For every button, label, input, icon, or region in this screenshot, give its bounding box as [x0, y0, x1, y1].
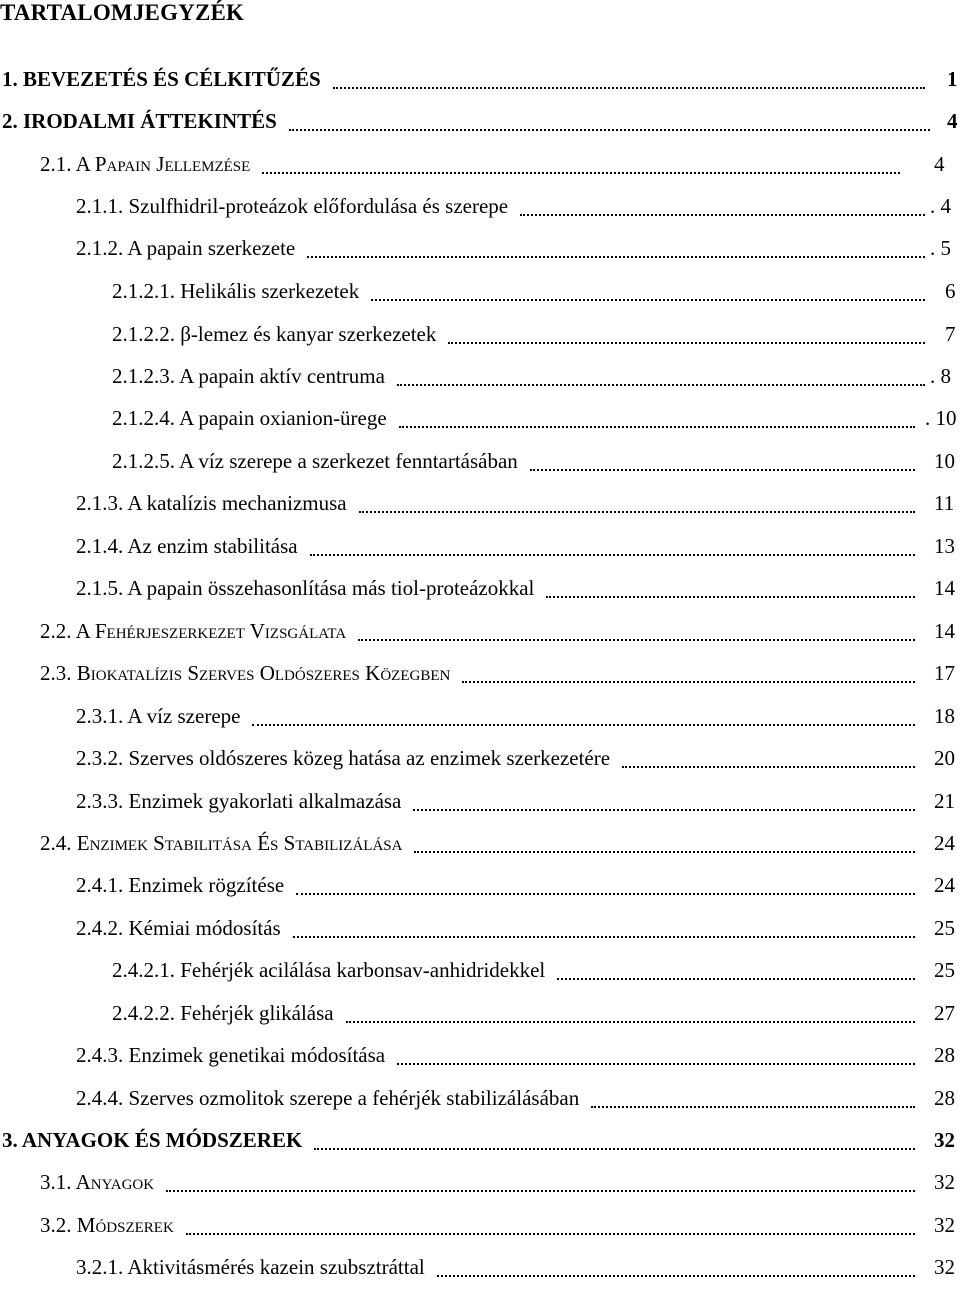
toc-dot-leader: [520, 214, 925, 216]
toc-entry-text: Szulfhidril-proteázok előfordulása és szerepe: [128, 194, 509, 218]
toc-dot-leader: [252, 724, 915, 726]
toc-entry[interactable]: [76, 483, 960, 523]
toc-entry-label: [40, 1205, 174, 1248]
toc-entry-label: [112, 356, 385, 396]
toc-page-number: 21: [934, 789, 955, 813]
toc-entry[interactable]: [76, 738, 960, 778]
toc-entry-number: 2.1.4.: [76, 534, 128, 558]
toc-entry-text: A papain aktív centruma: [179, 364, 385, 388]
toc-page-number: 32: [934, 1128, 955, 1152]
toc-entry-number: 3.: [2, 1128, 22, 1152]
toc-entry-number: 2.1.: [40, 152, 76, 176]
toc-entry-text: A papain összehasonlítása más tiol-proteázokkal: [127, 576, 535, 600]
toc-entry[interactable]: [40, 611, 960, 651]
toc-entry[interactable]: [2, 59, 960, 99]
toc-entry-number: 2.1.2.3.: [112, 364, 180, 388]
toc-page-number: 10: [934, 449, 955, 473]
toc-entry[interactable]: [76, 186, 960, 226]
toc-entry-text: BEVEZETÉS ÉS CÉLKITŰZÉS: [23, 67, 321, 91]
toc-page-number: 14: [934, 576, 955, 600]
toc-entry-number: 3.2.: [40, 1213, 77, 1237]
toc-entry-text: ENZIMEK STABILITÁSA ÉS STABILIZÁLÁSA: [76, 831, 403, 855]
toc-page-number: 27: [934, 1001, 955, 1025]
toc-entry[interactable]: [76, 1035, 960, 1075]
toc-entry-text: A FEHÉRJESZERKEZET VIZSGÁLATA: [75, 619, 347, 643]
toc-entry-text: A katalízis mechanizmusa: [127, 491, 347, 515]
toc-dot-leader: [371, 299, 925, 301]
toc-page-number: 32: [934, 1255, 955, 1279]
toc-entry[interactable]: [112, 993, 960, 1033]
toc-dot-leader: [397, 384, 925, 386]
toc-page-number: 28: [934, 1086, 955, 1110]
toc-page-number: . 4: [930, 194, 951, 218]
toc-page-number: 25: [934, 916, 955, 940]
toc-entry-label: [76, 865, 284, 905]
toc-entry-number: 2.1.2.1.: [112, 279, 181, 303]
toc-entry[interactable]: [76, 526, 960, 566]
toc-entry-text: Kémiai módosítás: [128, 916, 281, 940]
toc-entry-label: [2, 59, 321, 99]
toc-entry-number: 1.: [2, 67, 23, 91]
toc-dot-leader: [333, 87, 925, 89]
toc-entry-label: [76, 1247, 425, 1287]
toc-page-number: . 8: [930, 364, 951, 388]
toc-entry[interactable]: [76, 865, 960, 905]
toc-entry[interactable]: [40, 1162, 960, 1202]
toc-entry-text: Fehérjék acilálása karbonsav-anhidridekkel: [180, 958, 546, 982]
toc-dot-leader: [462, 681, 915, 683]
toc-entry-label: [112, 314, 436, 354]
toc-entry-label: [40, 1162, 154, 1205]
toc-entry-number: 2.: [2, 109, 23, 133]
toc-entry-number: 2.4.1.: [76, 873, 129, 897]
toc-entry-number: 2.3.1.: [76, 704, 128, 728]
toc-page-number: 14: [934, 619, 955, 643]
toc-entry-text: IRODALMI ÁTTEKINTÉS: [23, 109, 277, 133]
toc-entry-label: [76, 483, 347, 523]
toc-dot-leader: [622, 766, 915, 768]
toc-page-number: 6: [945, 279, 956, 303]
toc-entry-text: MÓDSZEREK: [76, 1213, 174, 1237]
toc-page-number: 24: [934, 873, 955, 897]
toc-page-number: . 10: [925, 406, 957, 430]
toc-entry[interactable]: [76, 908, 960, 948]
toc-page-number: 32: [934, 1213, 955, 1237]
toc-dot-leader: [437, 1275, 915, 1277]
toc-entry[interactable]: [76, 1247, 960, 1287]
toc-dot-leader: [448, 342, 925, 344]
toc-entry[interactable]: [112, 314, 960, 354]
toc-dot-leader: [186, 1233, 915, 1235]
toc-entry-label: [76, 228, 295, 268]
toc-page-number: 17: [934, 661, 955, 685]
toc-entry-text: BIOKATALÍZIS SZERVES OLDÓSZERES KÖZEGBEN: [76, 661, 451, 685]
toc-entry[interactable]: [112, 356, 960, 396]
toc-dot-leader: [546, 596, 915, 598]
toc-entry-number: 2.4.2.2.: [112, 1001, 181, 1025]
toc-entry-label: [76, 738, 610, 778]
toc-entry[interactable]: [76, 228, 960, 268]
toc-page-number: 20: [934, 746, 955, 770]
toc-entry-label: [112, 950, 545, 990]
toc-entry-label: [40, 653, 450, 696]
toc-entry-number: 2.4.: [40, 831, 77, 855]
toc-entry-label: [112, 441, 518, 481]
toc-page-number: . 5: [930, 236, 951, 260]
toc-entry-label: [2, 1120, 302, 1160]
toc-dot-leader: [397, 1063, 915, 1065]
toc-entry[interactable]: [40, 653, 960, 693]
toc-entry[interactable]: [76, 1078, 960, 1118]
toc-entry-number: 3.2.1.: [76, 1255, 128, 1279]
toc-entry[interactable]: [112, 271, 960, 311]
toc-page-number: 4: [947, 109, 958, 133]
toc-page-number: 32: [934, 1170, 955, 1194]
toc-entry-number: 2.4.2.: [76, 916, 129, 940]
toc-entry[interactable]: [2, 1120, 960, 1160]
toc-entry-number: 2.3.2.: [76, 746, 129, 770]
toc-entry-text: Helikális szerkezetek: [180, 279, 360, 303]
toc-dot-leader: [262, 172, 900, 174]
toc-dot-leader: [346, 1021, 915, 1023]
toc-entry-label: [76, 186, 508, 226]
toc-page-number: 11: [934, 491, 955, 515]
toc-entry-text: ANYAGOK ÉS MÓDSZEREK: [21, 1128, 303, 1152]
toc-dot-leader: [166, 1190, 915, 1192]
toc-entry-number: 2.1.1.: [76, 194, 129, 218]
toc-title: TARTALOMJEGYZÉK: [0, 0, 245, 25]
toc-entry-text: Az enzim stabilitása: [127, 534, 298, 558]
toc-entry-number: 2.1.2.2.: [112, 322, 181, 346]
toc-dot-leader: [414, 851, 915, 853]
toc-entry-number: 2.1.2.4.: [112, 406, 180, 430]
toc-entry[interactable]: [40, 144, 960, 184]
toc-entry-label: [76, 908, 281, 948]
toc-dot-leader: [359, 511, 915, 513]
toc-dot-leader: [413, 809, 915, 811]
toc-dot-leader: [530, 469, 915, 471]
toc-entry-text: A víz szerepe: [127, 704, 241, 728]
toc-dot-leader: [591, 1106, 915, 1108]
toc-entry-number: 2.4.2.1.: [112, 958, 181, 982]
toc-entry[interactable]: [76, 568, 960, 608]
toc-dot-leader: [289, 129, 930, 131]
toc-dot-leader: [314, 1148, 915, 1150]
toc-entry-label: [2, 101, 277, 141]
toc-entry-text: A papain szerkezete: [127, 236, 296, 260]
toc-entry-text: Enzimek genetikai módosítása: [128, 1043, 386, 1067]
toc-entry-text: Szerves ozmolitok szerepe a fehérjék stabilizálásában: [128, 1086, 580, 1110]
toc-dot-leader: [293, 936, 915, 938]
toc-entry-text: β-lemez és kanyar szerkezetek: [180, 322, 437, 346]
toc-dot-leader: [358, 639, 915, 641]
toc-dot-leader: [310, 554, 915, 556]
toc-dot-leader: [399, 426, 915, 428]
toc-entry[interactable]: [112, 441, 960, 481]
toc-entry-label: [76, 1035, 385, 1075]
toc-page-number: 7: [945, 322, 956, 346]
toc-entry-text: A víz szerepe a szerkezet fenntartásában: [179, 449, 518, 473]
toc-dot-leader: [557, 978, 915, 980]
toc-entry-label: [40, 144, 250, 187]
toc-page-number: 4: [934, 152, 945, 176]
toc-entry-label: [76, 781, 401, 821]
toc-entry-number: 2.1.2.5.: [112, 449, 180, 473]
toc-entry-label: [112, 993, 334, 1033]
toc-entry-text: A PAPAIN JELLEMZÉSE: [75, 152, 251, 176]
toc-entry-number: 2.3.3.: [76, 789, 129, 813]
toc-entry[interactable]: [112, 950, 960, 990]
toc-entry-label: [76, 526, 298, 566]
toc-entry-label: [112, 271, 359, 311]
toc-page-number: 24: [934, 831, 955, 855]
toc-entry[interactable]: [112, 398, 960, 438]
toc-entry-text: Szerves oldószeres közeg hatása az enzimek szerkezetére: [128, 746, 611, 770]
toc-entry-label: [112, 398, 387, 438]
toc-page-number: 28: [934, 1043, 955, 1067]
toc-entry-label: [76, 1078, 579, 1118]
toc-entry[interactable]: [2, 101, 960, 141]
toc-entry-text: Aktivitásmérés kazein szubsztráttal: [127, 1255, 425, 1279]
toc-page-number: 18: [934, 704, 955, 728]
toc-entry-number: 3.1.: [40, 1170, 76, 1194]
toc-entry-number: 2.3.: [40, 661, 77, 685]
toc-entry-number: 2.2.: [40, 619, 76, 643]
toc-entry[interactable]: [76, 781, 960, 821]
toc-page-number: 1: [947, 67, 958, 91]
toc-entry[interactable]: [40, 823, 960, 863]
toc-entry-number: 2.4.3.: [76, 1043, 129, 1067]
toc-entry[interactable]: [76, 696, 960, 736]
toc-page-number: 13: [934, 534, 955, 558]
toc-page-number: 25: [934, 958, 955, 982]
toc-entry-text: ANYAGOK: [75, 1170, 155, 1194]
toc-entry-text: Enzimek gyakorlati alkalmazása: [128, 789, 402, 813]
toc-dot-leader: [307, 256, 925, 258]
toc-entry-number: 2.1.3.: [76, 491, 128, 515]
toc-entry-number: 2.4.4.: [76, 1086, 129, 1110]
toc-entry-text: Enzimek rögzítése: [128, 873, 285, 897]
toc-entry[interactable]: [40, 1205, 960, 1245]
toc-entry-number: 2.1.5.: [76, 576, 128, 600]
toc-dot-leader: [296, 893, 915, 895]
toc-entry-text: Fehérjék glikálása: [180, 1001, 334, 1025]
toc-entry-label: [40, 823, 402, 866]
toc-entry-label: [76, 696, 240, 736]
toc-entry-label: [40, 611, 346, 654]
toc-entry-number: 2.1.2.: [76, 236, 128, 260]
toc-entry-text: A papain oxianion-ürege: [179, 406, 387, 430]
toc-entry-label: [76, 568, 534, 608]
